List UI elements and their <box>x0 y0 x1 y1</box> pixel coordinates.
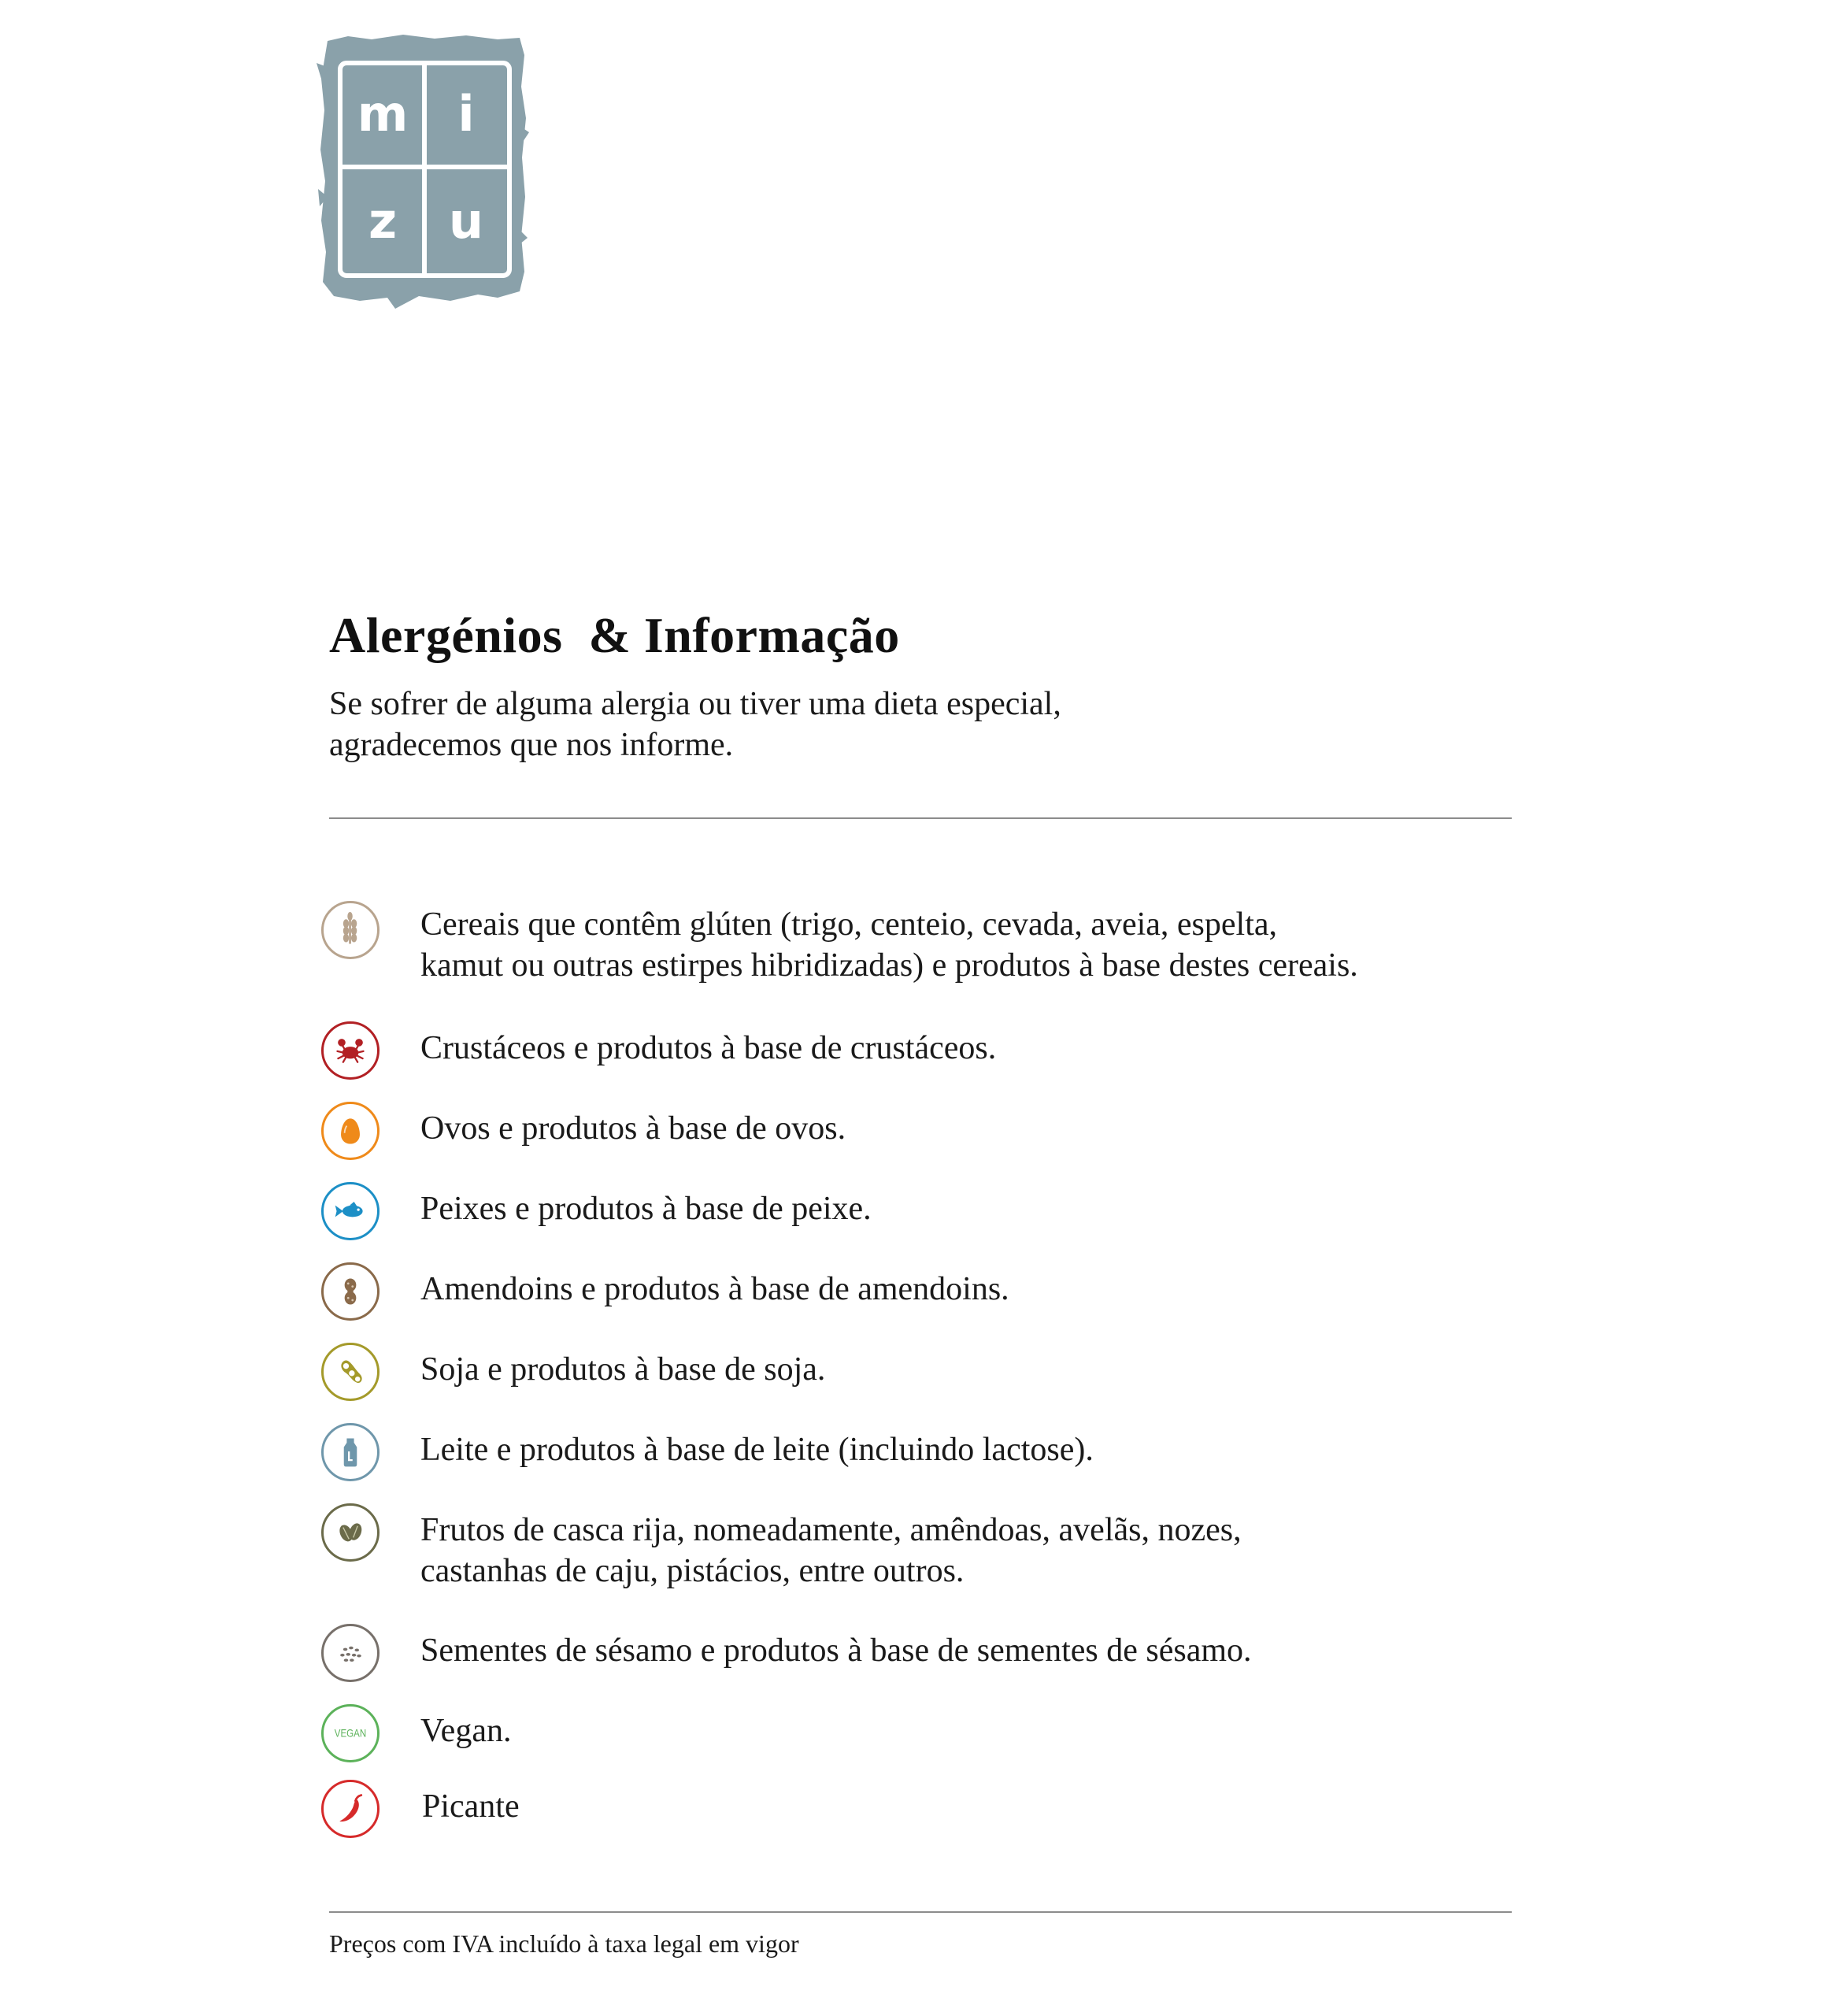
milk-icon <box>321 1423 380 1481</box>
vegan-icon-label: VEGAN <box>334 1727 367 1740</box>
allergen-line: castanhas de caju, pistácios, entre outros. <box>420 1553 965 1589</box>
allergen-line: Leite e produtos à base de leite (incluindo lactose). <box>420 1432 1094 1468</box>
nuts-icon <box>321 1503 380 1562</box>
allergen-line: Peixes e produtos à base de peixe. <box>420 1191 872 1227</box>
allergen-text <box>420 904 1358 986</box>
logo-letter-u: u <box>448 192 484 250</box>
vegan-icon <box>321 1704 380 1762</box>
allergen-line: kamut ou outras estirpes hibridizadas) e produtos à base destes cereais. <box>420 947 1358 984</box>
allergen-line: Cereais que contêm glúten (trigo, centeio, cevada, aveia, espelta, <box>420 906 1278 943</box>
logo-letter-z: z <box>368 192 398 250</box>
allergen-text <box>420 1710 511 1751</box>
allergen-line: Frutos de casca rija, nomeadamente, amêndoas, avelãs, nozes, <box>420 1512 1242 1548</box>
footer-note: Preços com IVA incluído à taxa legal em vigor <box>329 1929 799 1958</box>
allergen-line: Vegan. <box>420 1713 512 1749</box>
allergen-text <box>420 1108 846 1149</box>
allergen-line: Soja e produtos à base de soja. <box>420 1351 826 1388</box>
mizu-logo <box>317 32 529 311</box>
subtitle-line: Se sofrer de alguma alergia ou tiver uma dieta especial, <box>329 686 1061 722</box>
allergen-text <box>420 1269 1009 1310</box>
page-subtitle <box>329 684 1061 765</box>
soy-icon <box>321 1343 380 1401</box>
allergen-text <box>420 1429 1094 1470</box>
egg-icon <box>321 1102 380 1160</box>
mizu-logo-graphic <box>317 32 529 311</box>
top-divider <box>329 817 1512 819</box>
allergen-text <box>420 1028 996 1069</box>
logo-letter-i: i <box>457 85 475 143</box>
allergen-line: Amendoins e produtos à base de amendoins. <box>420 1271 1009 1307</box>
sesame-icon <box>321 1624 380 1682</box>
allergen-line: Crustáceos e produtos à base de crustáceos. <box>420 1030 997 1066</box>
allergen-text <box>420 1510 1242 1592</box>
wheat-icon <box>321 901 380 959</box>
page-title: Alergénios & Informação <box>329 607 900 663</box>
crab-icon <box>321 1021 380 1080</box>
chili-icon <box>321 1780 380 1838</box>
allergen-line: Picante <box>422 1788 520 1825</box>
fish-icon <box>321 1182 380 1240</box>
peanut-icon <box>321 1262 380 1321</box>
subtitle-line: agradecemos que nos informe. <box>329 727 734 763</box>
allergen-text <box>420 1188 872 1229</box>
bottom-divider <box>329 1911 1512 1913</box>
allergen-line: Sementes de sésamo e produtos à base de sementes de sésamo. <box>420 1632 1252 1669</box>
allergen-text <box>420 1630 1252 1671</box>
allergen-text <box>420 1349 825 1390</box>
allergen-line: Ovos e produtos à base de ovos. <box>420 1110 846 1147</box>
allergen-text <box>422 1786 520 1827</box>
logo-letter-m: m <box>357 85 409 143</box>
